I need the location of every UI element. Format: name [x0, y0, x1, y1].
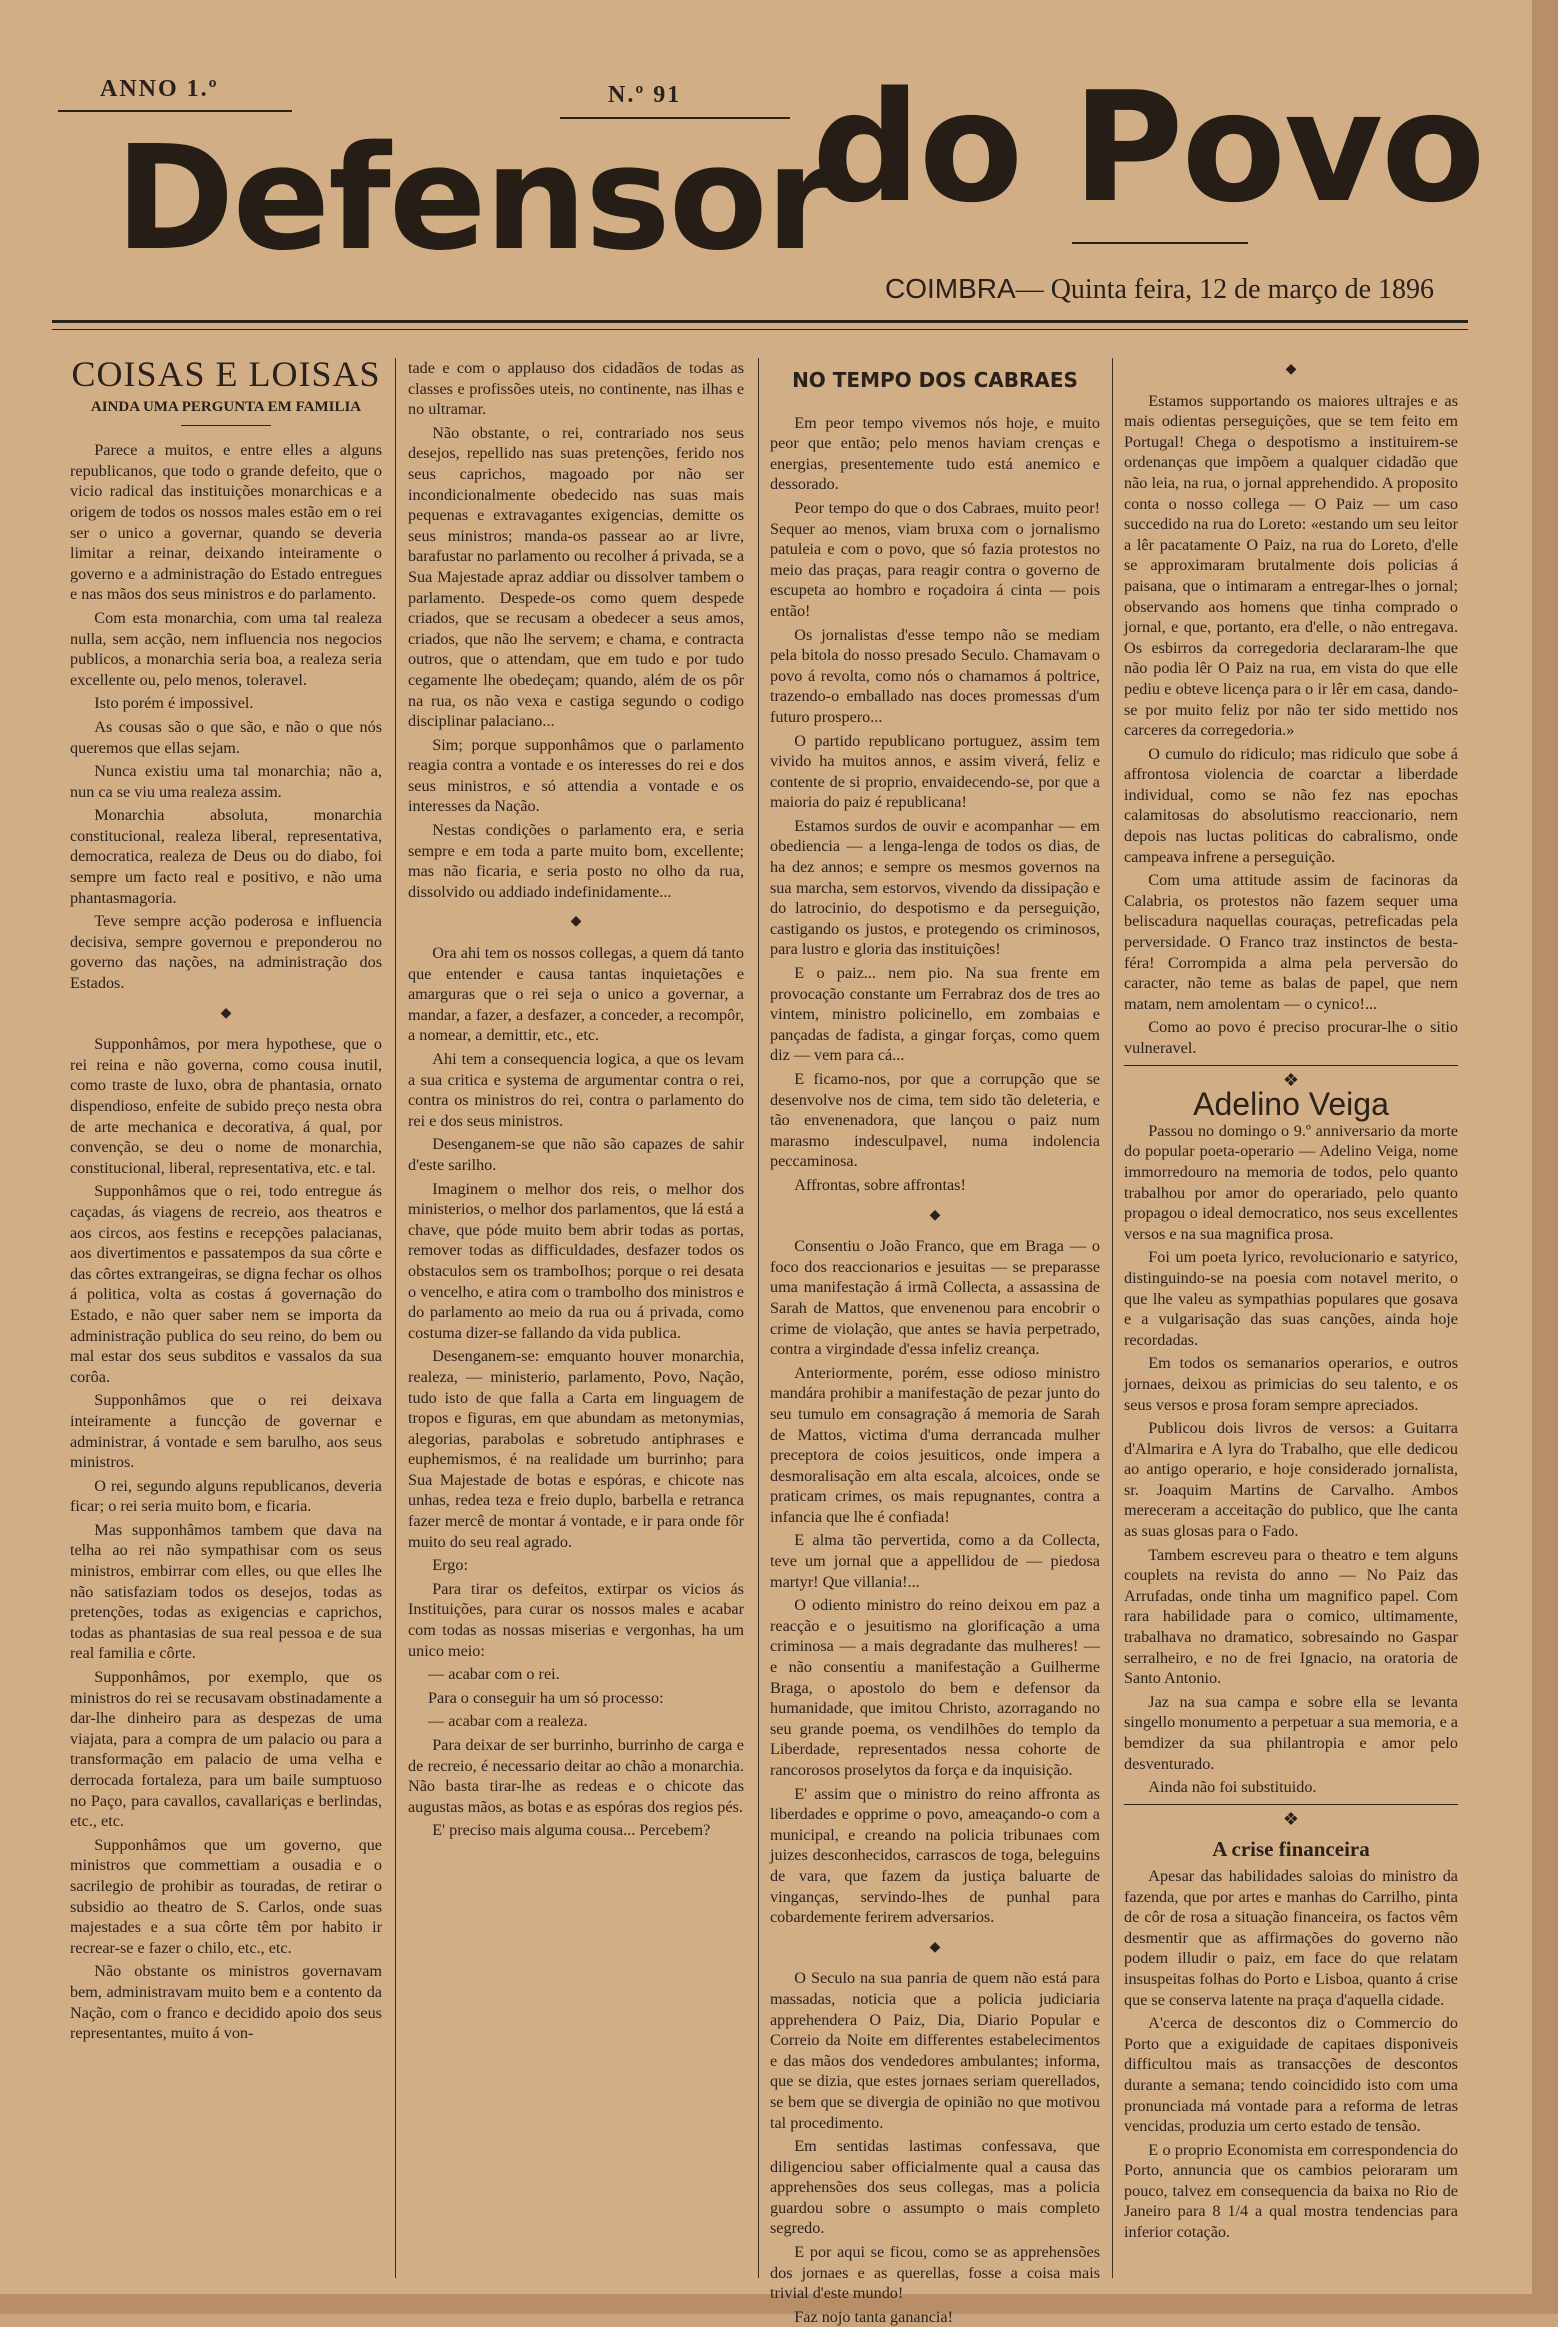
paragraph: Consentiu o João Franco, que em Braga — o foco dos reaccionarios e jesuitas — se preparasse uma manifestação á irmã Collecta, a assassina de Sarah de Mattos, que envenenou para encobrir o crime de violação, que antes se havia perpetrado, contra a virgindade d'essa infeliz creança. [770, 1237, 1100, 1359]
section-ornament: ◆ [1285, 362, 1297, 377]
dateline [885, 273, 1434, 306]
paragraph: E por aqui se ficou, como se as apprehensões dos jornaes e as querellas, fosse a coisa mais trivial d'este mundo! [770, 2243, 1100, 2303]
paragraph: Para deixar de ser burrinho, burrinho de carga e de recreio, é necessario deitar ao chão a monarchia. Não basta tirar-lhe as redeas e o chicote das augustas mãos, as botas e as espóras dos regios pés. [408, 1736, 744, 1816]
paragraph: Tambem escreveu para o theatro e tem alguns couplets na revista do anno — No Paiz das Arrufadas, onde tinha um magnifico papel. Com rara habilidade para o comico, ultimamente, trabalhava no dramatico, sobresaindo no Gaspar serralheiro, e no de frei Ignacio, na oratoria de Santo Antonio. [1124, 1545, 1458, 1688]
paragraph: Jaz na sua campa e sobre ella se levanta singello monumento a perpetuar a sua memoria, e a bemdizer da sua philantropia e amor pelo desventurado. [1124, 1692, 1458, 1773]
paragraph: Monarchia absoluta, monarchia constitucional, realeza liberal, representativa, democratica, realeza de Deus ou do diabo, foi sempre um facto real e positivo, e não uma phantasmagoria. [70, 806, 382, 907]
paragraph: Ainda não foi substituido. [1148, 1778, 1317, 1797]
dateline-city: COIMBRA [885, 273, 1016, 304]
paragraph: Estamos supportando os maiores ultrajes e as mais odientas perseguições, que se tem feito em Portugal! Chega o despotismo a instituirem-se ordenanças que impõem a qualquer cidadão que não leia, na rua, o jornal apprehendido. A proposito conta o nosso collega — O Paiz — um caso succedido na rua do Loreto: «estando um seu leitor a lêr pacatamente O Paiz, na rua do Loreto, d'elle se approximaram brutalmente dois policias á paisana, que o intimaram a entregar-lhes o jornal; observando aos homens que tinha comprado o jornal, e que, portanto, era d'elle, o não entregava. Os esbirros da corregedoria declararam-lhe que não podia lêr O Paiz na rua, em vista do que elle pediu e obteve licença para o ir lêr em casa, dando-se por muito feliz por não ter sido mettido nos carceres da corregedoria.» [1124, 391, 1458, 740]
verse-line: — acabar com a realeza. [428, 1712, 588, 1731]
paragraph: Em todos os semanarios operarios, e outros jornaes, deixou as primicias do seu talento, e os seus versos e prosa foram sempre apreciados. [1124, 1354, 1458, 1414]
year-rule [58, 110, 292, 112]
paragraph: Peor tempo do que o dos Cabraes, muito peor! Sequer ao menos, viam bruxa com o jornalismo patuleia e com o povo, que só fazia protestos no meio das praças, para reagir contra o governo de escupeta ao hombro e roçadoira á cinta — pois então! [770, 498, 1100, 620]
paragraph: Ergo: [432, 1556, 468, 1575]
divider-ornament: ❖ [1124, 1804, 1458, 1830]
paragraph: Imaginem o melhor dos reis, o melhor dos ministerios, o melhor dos parlamentos, que lá está a chave, que póde muito bem abrir todas as portas, remover todas as difficuldades, desfazer todos os obstaculos sem os tramboIhos; porque o rei desata o vencelho, e atira com o trambolho dos ministros e do parlamento ao meio da rua ou á privada, como costuma dizer-se fallando da vida publica. [408, 1179, 744, 1342]
paragraph: O rei, segundo alguns republicanos, deveria ficar; o rei seria muito bom, e ficaria. [70, 1476, 382, 1516]
paragraph: Foi um poeta lyrico, revolucionario e satyrico, distinguindo-se na poesia com notavel merito, o que lhe valeu as sympathias populares que gosava e a vulgarisação das suas canções, ainda hoje recordadas. [1124, 1248, 1458, 1349]
paragraph: Isto porém é impossivel. [94, 694, 254, 713]
paragraph: Com uma attitude assim de facinoras da Calabria, os protestos não fazem sequer uma beliscadura naquellas couraças, petreficadas pela perversidade. O Franco traz instinctos de besta-féra! Corrompida a alma pela perversão do caracter, não teme as balas de papel, que nem matam, nem amolentam — o cynico!... [1124, 871, 1458, 1013]
paragraph: Mas supponhâmos tambem que dava na telha ao rei não sympathisar com os seus ministros, embirrar com elles, ou que elles lhe não satisfaziam todos os desejos, todas as pretenções, todas as exigencias e caprichos, todas as phantasias de sua real pessoa e de sua real familia e côrte. [70, 1520, 382, 1663]
article-subtitle: AINDA UMA PERGUNTA EM FAMILIA [90, 398, 362, 415]
column-2 [408, 358, 744, 2288]
column-1 [70, 354, 382, 2288]
masthead-title-left: Defensor [115, 114, 835, 282]
paragraph: Supponhâmos, por mera hypothese, que o rei reina e não governa, como cousa inutil, como traste de luxo, obra de phantasia, ornato dispendioso, enfeite de subido preço nesta obra de arte mechanica e decorativa, á qual, por convenção, se deu o nome de monarchia, constitucional, liberal, representativa, etc. e tal. [70, 1035, 382, 1177]
paragraph: E' assim que o ministro do reino affronta as liberdades e opprime o povo, ameaçando-o com a municipal, e creando na policia tribunaes com juizes desconhecidos, carrascos de toga, beleguins de vara, que fazem da justiça baluarte de vinganças, servindo-lhes de punhal para cobardemente ferirem adversarios. [770, 1784, 1100, 1927]
column-3 [770, 358, 1100, 2326]
paragraph: Com esta monarchia, com uma tal realeza nulla, sem acção, nem influencia nos negocios publicos, a monarchia seria boa, a realeza seria excellente ou, pelo menos, toleravel. [70, 608, 382, 689]
paragraph: E o proprio Economista em correspondencia do Porto, annuncia que os cambios peioraram um pouco, talvez em consequencia da baixa no Rio de Janeiro para 8 1/4 a qual mostra tendencias para inferior cotação. [1124, 2140, 1458, 2242]
article-title-coisas-e-loisas: COISAS E LOISAS [71, 354, 381, 394]
paragraph: Faz nojo tanta ganancia! [794, 2307, 953, 2326]
paragraph: Supponhâmos que o rei, todo entregue ás caçadas, ás viagens de recreio, aos theatros e aos circos, aos festins e recepções palacianas, aos divertimentos e passatempos da sua côrte e das côrtes extrangeiras, se digna fechar os olhos á politica, volta as costas á governação do Estado, e não quer saber nem se importa da administração publica do seu reino, do bem ou mal estar dos seus subditos e vassalos da sua corôa. [70, 1182, 382, 1386]
column-4 [1124, 358, 1458, 2288]
paragraph: Em peor tempo vivemos nós hoje, e muito peor que então; pelo menos haviam crenças e energias, presentemente tudo está anemico e dessorado. [770, 413, 1100, 494]
paragraph: Não obstante os ministros governavam bem, administravam muito bem e a contento da Nação, com o franco e decidido apoio dos seus representantes, muito á von- [70, 1962, 382, 2043]
paragraph: O partido republicano portuguez, assim tem vivido ha muitos annos, e assim viverá, feliz e contente de si proprio, envaidecendo-se, por que a maioria do paiz é republicana! [770, 731, 1100, 812]
title-underline [1072, 242, 1248, 244]
paragraph: Supponhâmos que o rei deixava inteiramente a funcção de governar e administrar, á vontade e sem barulho, aos seus ministros. [70, 1391, 382, 1472]
paragraph: Para tirar os defeitos, extirpar os vicios ás Instituições, para curar os nossos males e acabar com todas as nossas miserias e vergonhas, ha um unico meio: [408, 1579, 744, 1660]
paragraph: Sim; porque supponhâmos que o parlamento reagia contra a vontade e os interesses do rei e dos seus ministros, e só attendia a vontade e os interesses da Nação. [408, 735, 744, 816]
paragraph: A'cerca de descontos diz o Commercio do Porto que a exiguidade de capitaes disponiveis difficultou mais as transacções de descontos durante a semana; tendo coincidido isto com uma pronunciada má vontade para a reforma de letras vencidas, produzia um certo estado de tensão. [1124, 2014, 1458, 2136]
verse-line: — acabar com o rei. [428, 1665, 560, 1684]
article-title-no-tempo-dos-cabraes: NO TEMPO DOS CABRAES [792, 368, 1078, 392]
section-ornament: ◆ [929, 1939, 941, 1955]
paragraph: E alma tão pervertida, como a da Collecta, teve um jornal que a appellidou de — piedosa martyr! Que villania!... [770, 1531, 1100, 1591]
section-ornament: ◆ [220, 1005, 232, 1021]
short-rule [181, 425, 271, 426]
section-ornament: ◆ [570, 914, 582, 930]
paragraph: Como ao povo é preciso procurar-lhe o sitio vulneravel. [1124, 1018, 1458, 1057]
paragraph: E' preciso mais alguma cousa... Percebem? [432, 1821, 711, 1840]
column-rule-3 [1112, 358, 1113, 2278]
paragraph: Nestas condições o parlamento era, e seria sempre e em toda a parte muito bom, excellente; mas não ficaria, e seria posto no olho da rua, dissolvido ou addiado indefinidamente... [408, 821, 744, 901]
paragraph: Teve sempre acção poderosa e influencia decisiva, sempre governou e preponderou no governo das nações, na administração dos Estados. [70, 912, 382, 993]
verse-line: Para o conseguir ha um só processo: [428, 1688, 664, 1707]
paragraph: O odiento ministro do reino deixou em paz a reacção e o jesuitismo na glorificação a uma criminosa — a mais degradante das mulheres! — e não consentiu a manifestação a Guilherme Braga, o apostolo do bem e defensor da humanidade, que imitou Christo, azorragando no seu grande poema, os vendilhões do templo da Liberdade, representados nessa cohorte de rancorosos proselytos da força e da inquisição. [770, 1596, 1100, 1779]
paragraph: E ficamo-nos, por que a corrupção que se desenvolve nos de cima, tem sido tão deleteria, e tão envenenadora, que lançou o paiz num marasmo indesculpavel, numa indolencia peccaminosa. [770, 1070, 1100, 1171]
masthead-rule-top [52, 320, 1468, 323]
masthead-title-right: do Povo [812, 59, 1484, 236]
paragraph: Supponhâmos que um governo, que ministros que commettiam a ousadia e o sacrilegio de prohibir as touradas, de retirar o subsidio ao theatro de S. Carlos, onde suas majestades e a sua côrte têm por habito ir recrear-se e fazer o chilo, etc., etc. [70, 1835, 382, 1957]
paragraph: Ahi tem a consequencia logica, a que os levam a sua critica e systema de argumentar contra o rei, contra os ministros do rei, contra o parlamento do rei e dos seus ministros. [408, 1050, 744, 1130]
paragraph: Desenganem-se que não são capazes de sahir d'este sarilho. [408, 1135, 744, 1174]
column-rule-1 [395, 358, 396, 2278]
article-title-adelino-veiga: Adelino Veiga [1193, 1086, 1389, 1123]
paragraph: Anteriormente, porém, esse odioso ministro mandára prohibir a manifestação de pezar junto do seu tumulo em consagração á memoria de Sarah de Mattos, victima d'uma derrancada mulher preceptora de coios jesuiticos, onde impera a desmoralisação em alta escala, alcoices, onde se praticam crimes, os mais repugnantes, contra a infancia que lhe é confiada! [770, 1363, 1100, 1526]
paragraph: E o paiz... nem pio. Na sua frente em provocação constante um Ferrabraz dos de tres ao vintem, ministro policinello, em zombaias e pançadas de fadista, a gingar forças, como quem diz — vem para cá... [770, 964, 1100, 1065]
paragraph: As cousas são o que são, e não o que nós queremos que ellas sejam. [70, 717, 382, 757]
column-rule-2 [758, 358, 759, 2278]
paragraph: Supponhâmos, por exemplo, que os ministros do rei se recusavam obstinadamente a dar-lhe dinheiro para as despezas de uma viajata, para a compra de um palacio ou para a transformação em palacio de uma velha e derrocada fortaleza, para um baile sumptuoso no Paço, para cavallos, cavallariças e berlindas, etc., etc. [70, 1668, 382, 1831]
paragraph: O Seculo na sua panria de quem não está para massadas, noticia que a policia judiciaria apprehendera O Paiz, Dia, Diario Popular e Correio da Noite em differentes estabelecimentos e das mãos dos vendedores ambulantes; informa, que se dizia, que estes jornaes seriam querellados, se bem que se divergia de opinião no que motivou tal procedimento. [770, 1969, 1100, 2132]
year-label: ANNO 1.º [100, 76, 219, 102]
paragraph: Estamos surdos de ouvir e acompanhar — em obediencia — a lenga-lenga de todos os dias, de ha dez annos; e sempre os mesmos governos na sua marcha, sem estorvos, vivendo da dissipação e do latrocinio, do despotismo e da perseguição, castigando os justos, e protegendo os criminosos, para lustro e gloria das instituições! [770, 816, 1100, 959]
article-title-a-crise-financeira: A crise financeira [1212, 1837, 1370, 1862]
paragraph: tade e com o applauso dos cidadãos de todas as classes e profissões uteis, no continente, nas ilhas e no ultramar. [408, 359, 744, 419]
paragraph: Affrontas, sobre affrontas! [794, 1175, 966, 1194]
paragraph: Publicou dois livros de versos: a Guitarra d'Almarira e A lyra do Trabalho, que elle dedicou ao antigo operario, e hoje considerado jornalista, sr. Joaquim Martins de Carvalho. Ambos mereceram a acceitação do publico, que lhe canta as suas glosas para o Fado. [1124, 1419, 1458, 1541]
paragraph: Passou no domingo o 9.º anniversario da morte do popular poeta-operario — Adelino Veiga, nome immorredouro na memoria de todos, pelo quanto trabalhou por amor do operariado, pelo quanto propagou o ideal democratico, nos seus excellentes versos e na sua magnifica prosa. [1124, 1121, 1458, 1243]
paragraph: Em sentidas lastimas confessava, que diligenciou saber officialmente qual a causa das apprehensões dos seus collegas, mas a policia guardou sobre o assumpto o mais completo segredo. [770, 2137, 1100, 2238]
paragraph: Apesar das habilidades saloias do ministro da fazenda, que por artes e manhas do Carrilho, pinta de côr de rosa a situação financeira, os factos vêm desmentir que as affirmações do governo não podem illudir o paiz, em face do que relatam insuspeitas folhas do Porto e Lisboa, quanto á crise que se conserva latente na praça d'aquella cidade. [1124, 1866, 1458, 2009]
paragraph: Desenganem-se: emquanto houver monarchia, realeza, — ministerio, parlamento, Povo, Nação, tudo isto de que falla a Carta em linguagem de tropos e figuras, em que abundam as metonymias, alegorias, parabolas e sobretudo antiphrases e euphemismos, é na realidade um burrinho; para Sua Majestade de botas e espóras, e chicote nas unhas, redea teza e freio duplo, barbella e retranca fazer mercê de montar á vontade, e ir para onde fôr muito do seu real agrado. [408, 1347, 744, 1551]
paragraph: Os jornalistas d'esse tempo não se mediam pela bitola do nosso presado Seculo. Chamavam o povo á revolta, como nós o chamamos á poltrice, trazendo-o emballado nas doces promessas d'um futuro prospero... [770, 625, 1100, 726]
paragraph: Parece a muitos, e entre elles a alguns republicanos, que todo o grande defeito, que o vicio radical das instituições monarchicas e a origem de todos os nossos males estão em o rei ser o unico a governar, quando se deveria limitar a reinar, deixando inteiramente o governo e a administração do Estado entregues e nas mãos dos seus ministros e do parlamento. [70, 441, 382, 604]
section-ornament: ◆ [929, 1207, 941, 1223]
divider-ornament: ❖ [1124, 1065, 1458, 1091]
dateline-date: — Quinta feira, 12 de março de 1896 [1015, 274, 1434, 305]
paragraph: Ora ahi tem os nossos collegas, a quem dá tanto que entender e causa tantas inquietações e amarguras que o rei seja o unico a governar, a mandar, a fazer, a desfazer, a conceder, a recompôr, a nomear, a demittir, etc., etc. [408, 944, 744, 1045]
paragraph: O cumulo do ridiculo; mas ridiculo que sobe á affrontosa violencia de coarctar a liberdade individual, como se não fez nas epochas calamitosas do absolutismo reaccionario, nem depois nas luctas politicas do cabralismo, onde campeava infrene a perseguição. [1124, 744, 1458, 866]
paragraph: Não obstante, o rei, contrariado nos seus desejos, repellido nas suas pretenções, ferido nos seus caprichos, magoado por não ser incondicionalmente obedecido nas suas mais pequenas e extravagantes exigencias, demitte os seus ministros; manda-os passear ao ar livre, barafustar no parlamento ou recolher á privada, se a Sua Majestade apraz addiar ou dissolver tambem o parlamento. Despede-os como quem despede criados, que se recusam a obedecer a seus amos, criados, que não lhe servem; e chama, e contracta outros, que o attendam, que em tudo e por tudo cegamente lhe obedeçam; quando, além de os pôr na rua, os não vexa e castiga segundo o codigo disciplinar palaciano... [408, 423, 744, 731]
page-edge-right [1532, 0, 1558, 2314]
paragraph: Nunca existiu uma tal monarchia; não a, nun ca se viu uma realeza assim. [70, 762, 382, 801]
masthead-rule-bottom [52, 329, 1468, 330]
issue-number: N.º 91 [608, 82, 682, 108]
